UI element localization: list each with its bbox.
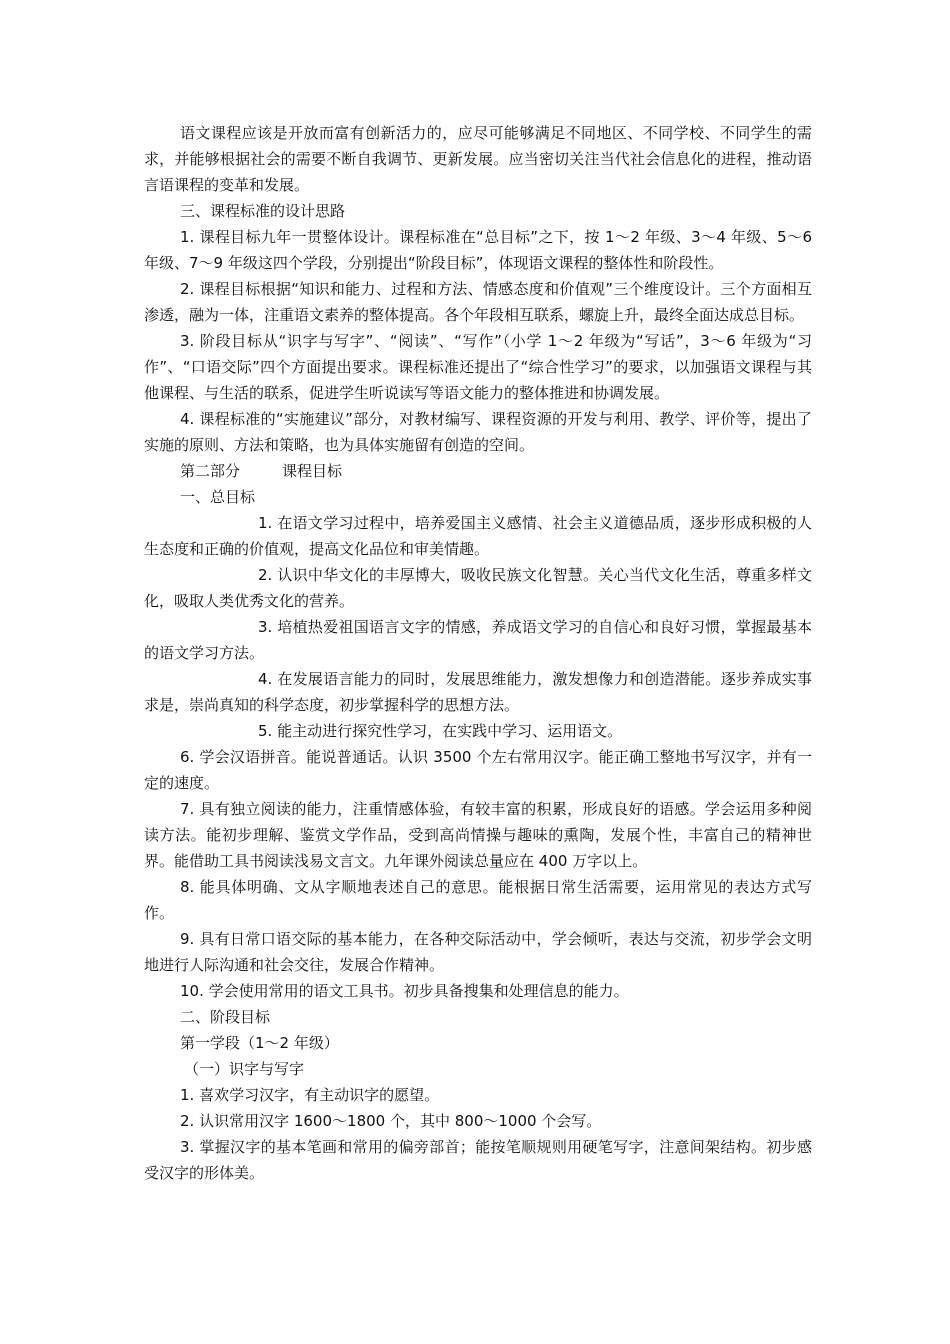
design-item-3: 3. 阶段目标从“识字与写字”、“阅读”、“写作”（小学 1～2 年级为“写话”，3～6 年级为“习作”、“口语交际”四个方面提出要求。课程标准还提出了“综合性学习”的要求，以加强语文课程与其他课程、与生活的联系，促进学生听说读写等语文能力的整体推进和协调发展。 xyxy=(144,332,812,402)
stage-item-2: 2. 认识常用汉字 1600～1800 个，其中 800～1000 个会写。 xyxy=(180,1112,602,1130)
design-item-2: 2. 课程目标根据“知识和能力、过程和方法、情感态度和价值观”三个维度设计。三个方面相互渗透，融为一体，注重语文素养的整体提高。各个年段相互联系，螺旋上升，最终全面达成总目标。 xyxy=(144,280,812,324)
goal-item-7: 7. 具有独立阅读的能力，注重情感体验，有较丰富的积累，形成良好的语感。学会运用多种阅读方法。能初步理解、鉴赏文学作品，受到高尚情操与趣味的熏陶，发展个性，丰富自己的精神世界。能借助工具书阅读浅易文言文。九年课外阅读总量应在 400 万字以上。 xyxy=(144,800,812,870)
heading-design-ideas: 三、课程标准的设计思路 xyxy=(180,202,346,220)
goal-item-8: 8. 能具体明确、文从字顺地表述自己的意思。能根据日常生活需要，运用常见的表达方式写作。 xyxy=(144,878,812,922)
goal-item-2: 2. 认识中华文化的丰厚博大，吸收民族文化智慧。关心当代文化生活，尊重多样文化，吸取人类优秀文化的营养。 xyxy=(144,566,812,610)
stage-title: 第一学段（1～2 年级） xyxy=(180,1034,339,1052)
part-label: 第二部分 xyxy=(180,462,241,480)
sub-title-literacy: （一）识字与写字 xyxy=(184,1060,305,1078)
part-heading xyxy=(144,458,812,484)
part-title: 课程目标 xyxy=(282,462,343,480)
stage-item-1: 1. 喜欢学习汉字，有主动识字的愿望。 xyxy=(180,1086,440,1104)
paragraph-intro: 语文课程应该是开放而富有创新活力的，应尽可能够满足不同地区、不同学校、不同学生的需求，并能够根据社会的需要不断自我调节、更新发展。应当密切关注当代社会信息化的进程，推动语言语课程的变革和发展。 xyxy=(144,124,812,194)
goal-item-9: 9. 具有日常口语交际的基本能力，在各种交际活动中，学会倾听，表达与交流，初步学会文明地进行人际沟通和社会交往，发展合作精神。 xyxy=(144,930,812,974)
heading-stage-goals: 二、阶段目标 xyxy=(180,1008,271,1026)
goal-item-4: 4. 在发展语言能力的同时，发展思维能力，激发想像力和创造潜能。逐步养成实事求是，崇尚真知的科学态度，初步掌握科学的思想方法。 xyxy=(144,670,812,714)
goal-item-5: 5. 能主动进行探究性学习，在实践中学习、运用语文。 xyxy=(258,722,623,740)
heading-total-goals: 一、总目标 xyxy=(180,488,256,506)
goal-item-3: 3. 培植热爱祖国语言文字的情感，养成语文学习的自信心和良好习惯，掌握最基本的语文学习方法。 xyxy=(144,618,812,662)
goal-item-6: 6. 学会汉语拼音。能说普通话。认识 3500 个左右常用汉字。能正确工整地书写汉字，并有一定的速度。 xyxy=(144,748,812,792)
design-item-4: 4. 课程标准的“实施建议”部分，对教材编写、课程资源的开发与利用、教学、评价等，提出了实施的原则、方法和策略，也为具体实施留有创造的空间。 xyxy=(144,410,812,454)
design-item-1: 1. 课程目标九年一贯整体设计。课程标准在“总目标”之下，按 1～2 年级、3～4 年级、5～6 年级、7～9 年级这四个学段，分别提出“阶段目标”，体现语文课程的整体性和阶段性。 xyxy=(144,228,812,272)
document-body xyxy=(144,120,812,1186)
stage-item-3: 3. 掌握汉字的基本笔画和常用的偏旁部首；能按笔顺规则用硬笔写字，注意间架结构。初步感受汉字的形体美。 xyxy=(144,1138,812,1182)
goal-item-10: 10. 学会使用常用的语文工具书。初步具备搜集和处理信息的能力。 xyxy=(180,982,629,1000)
goal-item-1: 1. 在语文学习过程中，培养爱国主义感情、社会主义道德品质，逐步形成积极的人生态度和正确的价值观，提高文化品位和审美情趣。 xyxy=(144,514,812,558)
